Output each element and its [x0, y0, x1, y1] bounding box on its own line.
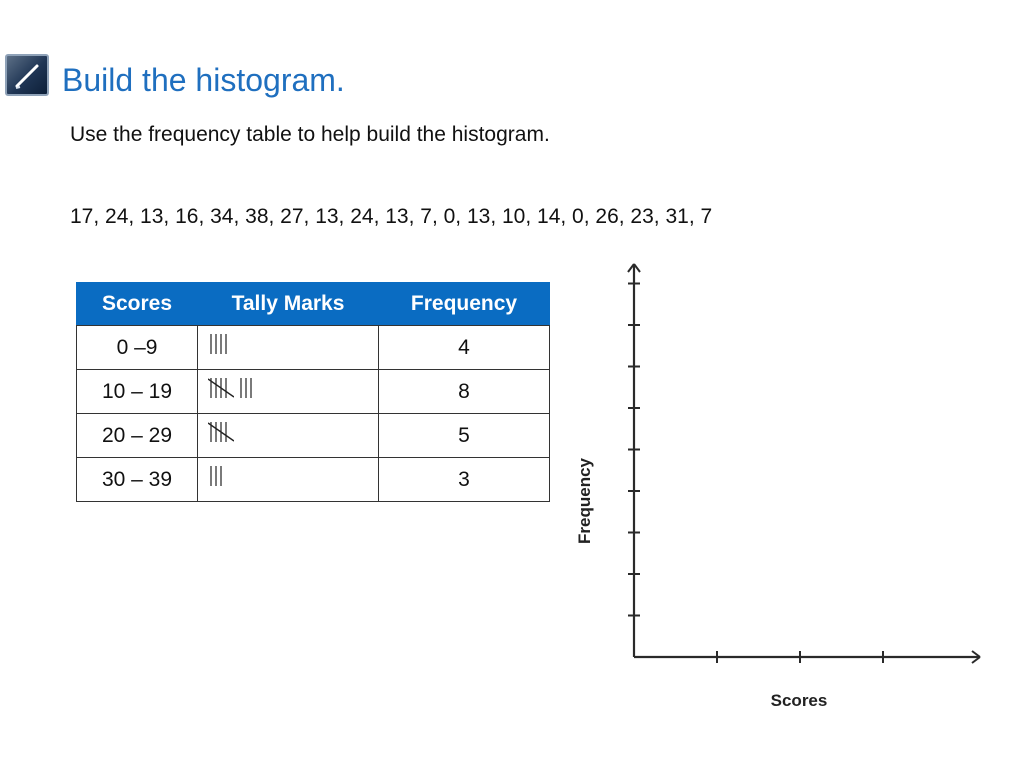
tally-marks — [208, 420, 238, 444]
tally-marks — [208, 376, 263, 400]
table-row — [77, 414, 550, 458]
table-row — [77, 458, 550, 502]
data-list: 17, 24, 13, 16, 34, 38, 27, 13, 24, 13, 7, 0, 13, 10, 14, 0, 26, 23, 31, 7 — [70, 205, 713, 228]
table-header-row — [77, 283, 550, 326]
histogram-grid — [560, 256, 1000, 726]
scores-cell: 20 – 29 — [77, 414, 198, 458]
scores-cell: 0 –9 — [77, 326, 198, 370]
scores-cell: 10 – 19 — [77, 370, 198, 414]
header-frequency: Frequency — [379, 283, 550, 326]
header-scores: Scores — [77, 283, 198, 326]
tally-group — [208, 463, 229, 489]
frequency-cell: 3 — [379, 458, 550, 502]
instructions-text: Use the frequency table to help build the histogram. — [70, 123, 550, 146]
table-row — [77, 326, 550, 370]
tally-group — [238, 375, 259, 401]
header-tally-marks: Tally Marks — [198, 283, 379, 326]
scores-cell: 30 – 39 — [77, 458, 198, 502]
page-title: Build the histogram. — [62, 62, 345, 98]
tally-cell — [198, 326, 379, 370]
tally-marks — [208, 464, 233, 488]
tally-cell — [198, 414, 379, 458]
frequency-cell: 4 — [379, 326, 550, 370]
tally-marks — [208, 332, 238, 356]
table-row — [77, 370, 550, 414]
frequency-cell: 5 — [379, 414, 550, 458]
tally-group-five — [208, 375, 234, 401]
y-axis-label: Frequency — [575, 458, 594, 544]
tally-cell — [198, 370, 379, 414]
frequency-table — [76, 282, 550, 502]
histogram-axes — [628, 264, 980, 663]
x-axis-label: Scores — [770, 691, 828, 710]
tally-group-five — [208, 419, 234, 445]
tally-group — [208, 331, 234, 357]
tally-cell — [198, 458, 379, 502]
frequency-cell: 8 — [379, 370, 550, 414]
pencil-icon — [5, 54, 49, 96]
